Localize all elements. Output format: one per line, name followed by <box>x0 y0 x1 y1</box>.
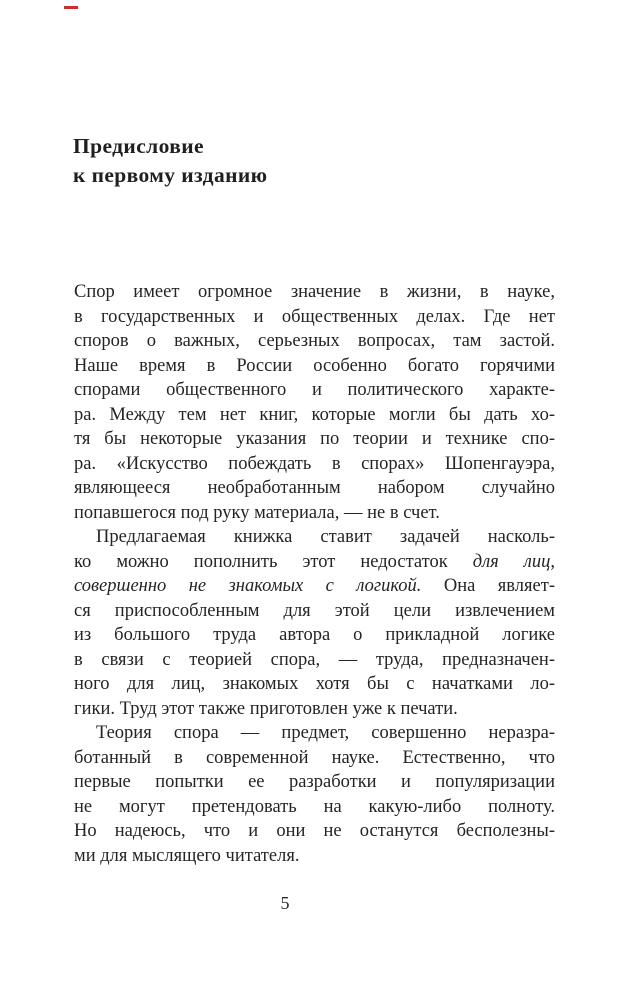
text-segment: первые попытки ее разработки и популяризации <box>74 772 555 792</box>
text-segment: ботанный в современной науке. Естественно, что <box>74 747 555 768</box>
text-line <box>74 721 555 746</box>
text-line <box>74 574 555 599</box>
text-segment: попавшегося под руку материала, — не в счет. <box>74 502 440 523</box>
text-segment: ного для лиц, знакомых хотя бы с начатками ло- <box>74 674 555 694</box>
text-segment: Теория спора — предмет, совершенно неразра- <box>96 723 555 743</box>
text-line <box>74 550 555 575</box>
text-line <box>74 795 555 820</box>
red-artifact-mark <box>64 6 78 9</box>
text-segment: ми для мыслящего читателя. <box>74 845 300 866</box>
text-line <box>74 378 555 403</box>
text-segment: Она являет- <box>421 576 555 596</box>
text-segment: споров о важных, серьезных вопросах, там застой. <box>74 331 555 351</box>
text-segment: ко можно пополнить этот недостаток <box>74 551 473 572</box>
text-segment: ра. Между тем нет книг, которые могли бы дать хо- <box>74 404 555 425</box>
text-line <box>74 697 555 722</box>
italic-text-segment: совершенно не знакомых с логикой. <box>74 576 422 596</box>
text-line <box>74 672 555 697</box>
text-line <box>74 746 555 771</box>
chapter-heading <box>73 132 268 190</box>
text-segment: Спор имеет огромное значение в жизни, в науке, <box>74 282 555 302</box>
paragraph <box>74 280 555 525</box>
text-line <box>74 305 555 330</box>
text-segment: из большого труда автора о прикладной логике <box>74 625 555 645</box>
text-segment: не могут претендовать на какую-либо полноту. <box>74 796 555 817</box>
text-segment: Предлагаемая книжка ставит задачей насколь- <box>96 527 555 547</box>
text-line <box>74 501 555 526</box>
text-line <box>74 599 555 624</box>
text-segment: спорами общественного и политического характе- <box>74 380 555 400</box>
text-line <box>74 427 555 452</box>
text-segment: в связи с теорией спора, — труда, предназначен- <box>74 649 555 670</box>
text-line <box>74 329 555 354</box>
text-line <box>74 525 555 550</box>
text-line <box>74 476 555 501</box>
text-segment: являющееся необработанным набором случайно <box>74 478 555 498</box>
text-segment: Наше время в России особенно богато горячими <box>74 355 555 376</box>
paragraph <box>74 525 555 721</box>
text-line <box>74 623 555 648</box>
text-segment: ся приспособленным для этой цели извлечением <box>74 600 555 621</box>
text-segment: ра. «Искусство побеждать в спорах» Шопенгауэра, <box>74 453 555 474</box>
body-text <box>74 280 555 868</box>
text-line <box>74 280 555 305</box>
page-number: 5 <box>280 893 290 913</box>
paragraph <box>74 721 555 868</box>
text-line <box>74 770 555 795</box>
text-line <box>74 648 555 673</box>
text-line <box>74 403 555 428</box>
text-segment: в государственных и общественных делах. Где нет <box>74 306 555 327</box>
text-line <box>74 452 555 477</box>
text-segment: Но надеюсь, что и они не останутся бесполезны- <box>74 821 555 841</box>
text-line <box>74 819 555 844</box>
text-line <box>74 354 555 379</box>
text-line <box>74 844 555 869</box>
text-segment: гики. Труд этот также приготовлен уже к печати. <box>74 698 458 719</box>
text-segment: тя бы некоторые указания по теории и технике спо- <box>74 429 555 449</box>
italic-text-segment: для лиц, <box>472 551 555 572</box>
heading-line-1: Предисловие <box>73 134 204 158</box>
heading-line-2: к первому изданию <box>73 163 268 187</box>
